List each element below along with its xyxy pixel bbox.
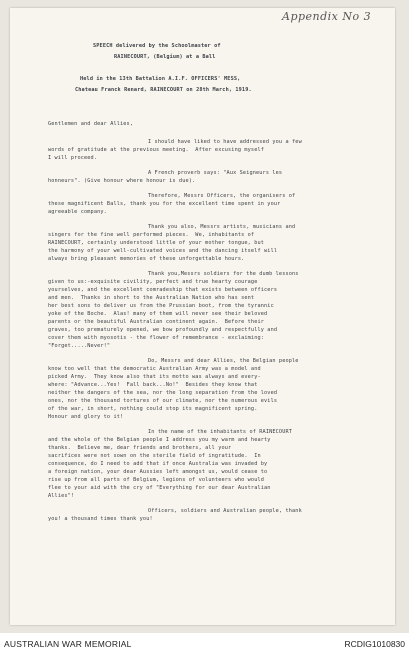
body-line: know too well that the democratic Australian Army was a model and xyxy=(48,366,261,372)
body-line: Thank you also, Messrs artists, musicians and xyxy=(148,224,296,230)
footer-bar xyxy=(0,633,409,653)
body-line: words of gratitude at the previous meeting. After excusing myself xyxy=(48,147,265,153)
footer-source: AUSTRALIAN WAR MEMORIAL xyxy=(4,639,132,649)
body-line: rise up from all parts of Belgium, legions of volunteers who would xyxy=(48,477,265,483)
body-line: flee to your aid with the cry of "Everything for our dear Australian xyxy=(48,485,271,491)
body-line: I should have liked to have addressed you a few xyxy=(148,139,302,145)
body-line: parents or the beautiful Australian continent again. Before their xyxy=(48,319,265,325)
body-line: Therefore, Messrs Officers, the organisers of xyxy=(148,193,296,199)
body-line: consequence, do I need to add that if once Australia was invaded by xyxy=(48,461,268,467)
body-line: Thank you,Messrs soldiers for the dumb lessons xyxy=(148,271,299,277)
header-line: SPEECH delivered by the Schoolmaster of xyxy=(93,43,221,49)
header-line: Chateau Franck Renard, RAINECOURT on 28th March, 1919. xyxy=(75,87,252,93)
handwritten-annotation: Appendix No 3 xyxy=(282,10,372,23)
body-line: you! a thousand times thank you! xyxy=(48,516,153,522)
body-line: Honour and glory to it! xyxy=(48,414,124,420)
body-line: agreeable company. xyxy=(48,209,107,215)
body-line: A French proverb says: "Aux Seigneurs les xyxy=(148,170,283,176)
body-line: In the name of the inhabitants of RAINECOURT xyxy=(148,429,293,435)
salutation: Gentlemen and dear Allies, xyxy=(48,121,134,127)
body-line: always bring pleasant memories of these unforgettable hours. xyxy=(48,256,245,262)
body-line: neither the dangers of the sea, nor the long separation from the loved xyxy=(48,390,278,396)
body-line: where: "Advance...Yes! Fall back...No!" Besides they know that xyxy=(48,382,258,388)
body-line: singers for the fine well performed pieces. We, inhabitants of xyxy=(48,232,255,238)
body-line: Do, Messrs and dear Allies, the Belgian people xyxy=(148,358,299,364)
body-line: these magnificent Balls, thank you for the excellent time spent in your xyxy=(48,201,281,207)
body-line: and men. Thanks in short to the Australian Nation who has sent xyxy=(48,295,255,301)
body-line: graves, too prematurely opened, we bow profoundly and respectfully and xyxy=(48,327,278,333)
body-line: Allies"! xyxy=(48,493,75,499)
body-line: the harmony of your well-cultivated voices and the dancing itself will xyxy=(48,248,278,254)
body-line: and the whole of the Belgian people I address you my warm and hearty xyxy=(48,437,271,443)
body-line: given to us:-exquisite civility, perfect and true hearty courage xyxy=(48,279,258,285)
footer-record-id: RCDIG1010830 xyxy=(344,639,405,649)
body-line: of the war, in short, nothing could stop its magnificent spring. xyxy=(48,406,258,412)
header-line: Held in the 13th Battalion A.I.F. OFFICERS' MESS, xyxy=(80,76,241,82)
body-line: cover them with myosotis - the flower of remembrance - exclaiming: xyxy=(48,335,265,341)
body-line: yoke of the Boche. Alas! many of them will never see their beloved xyxy=(48,311,268,317)
body-line: yourselves, and the excellent comradeship that exists between officers xyxy=(48,287,278,293)
body-line: honneurs". (Give honour where honour is due). xyxy=(48,178,196,184)
body-line: her best sons to deliver us from the Prussian boot, from the tyrannic xyxy=(48,303,274,309)
body-line: a foreign nation, your dear Aussies left amongst us, would cease to xyxy=(48,469,268,475)
body-line: sacrifices were not sown on the sterile field of ingratitude. In xyxy=(48,453,261,459)
body-line: RAINECOURT, certainly understood little of your mother tongue, but xyxy=(48,240,265,246)
body-line: Officers, soldiers and Australian people, thank xyxy=(148,508,302,514)
body-line: thanks. Believe me, dear friends and brothers, all your xyxy=(48,445,232,451)
body-line: I will proceed. xyxy=(48,155,98,161)
header-line: RAINECOURT, (Belgium) at a Ball xyxy=(114,54,216,60)
body-line: "Forget.....Never!" xyxy=(48,343,111,349)
body-line: ones, nor the thousand tortures of our climate, nor the numerous evils xyxy=(48,398,278,404)
body-line: picked Army. They know also that its motto was always and every- xyxy=(48,374,261,380)
